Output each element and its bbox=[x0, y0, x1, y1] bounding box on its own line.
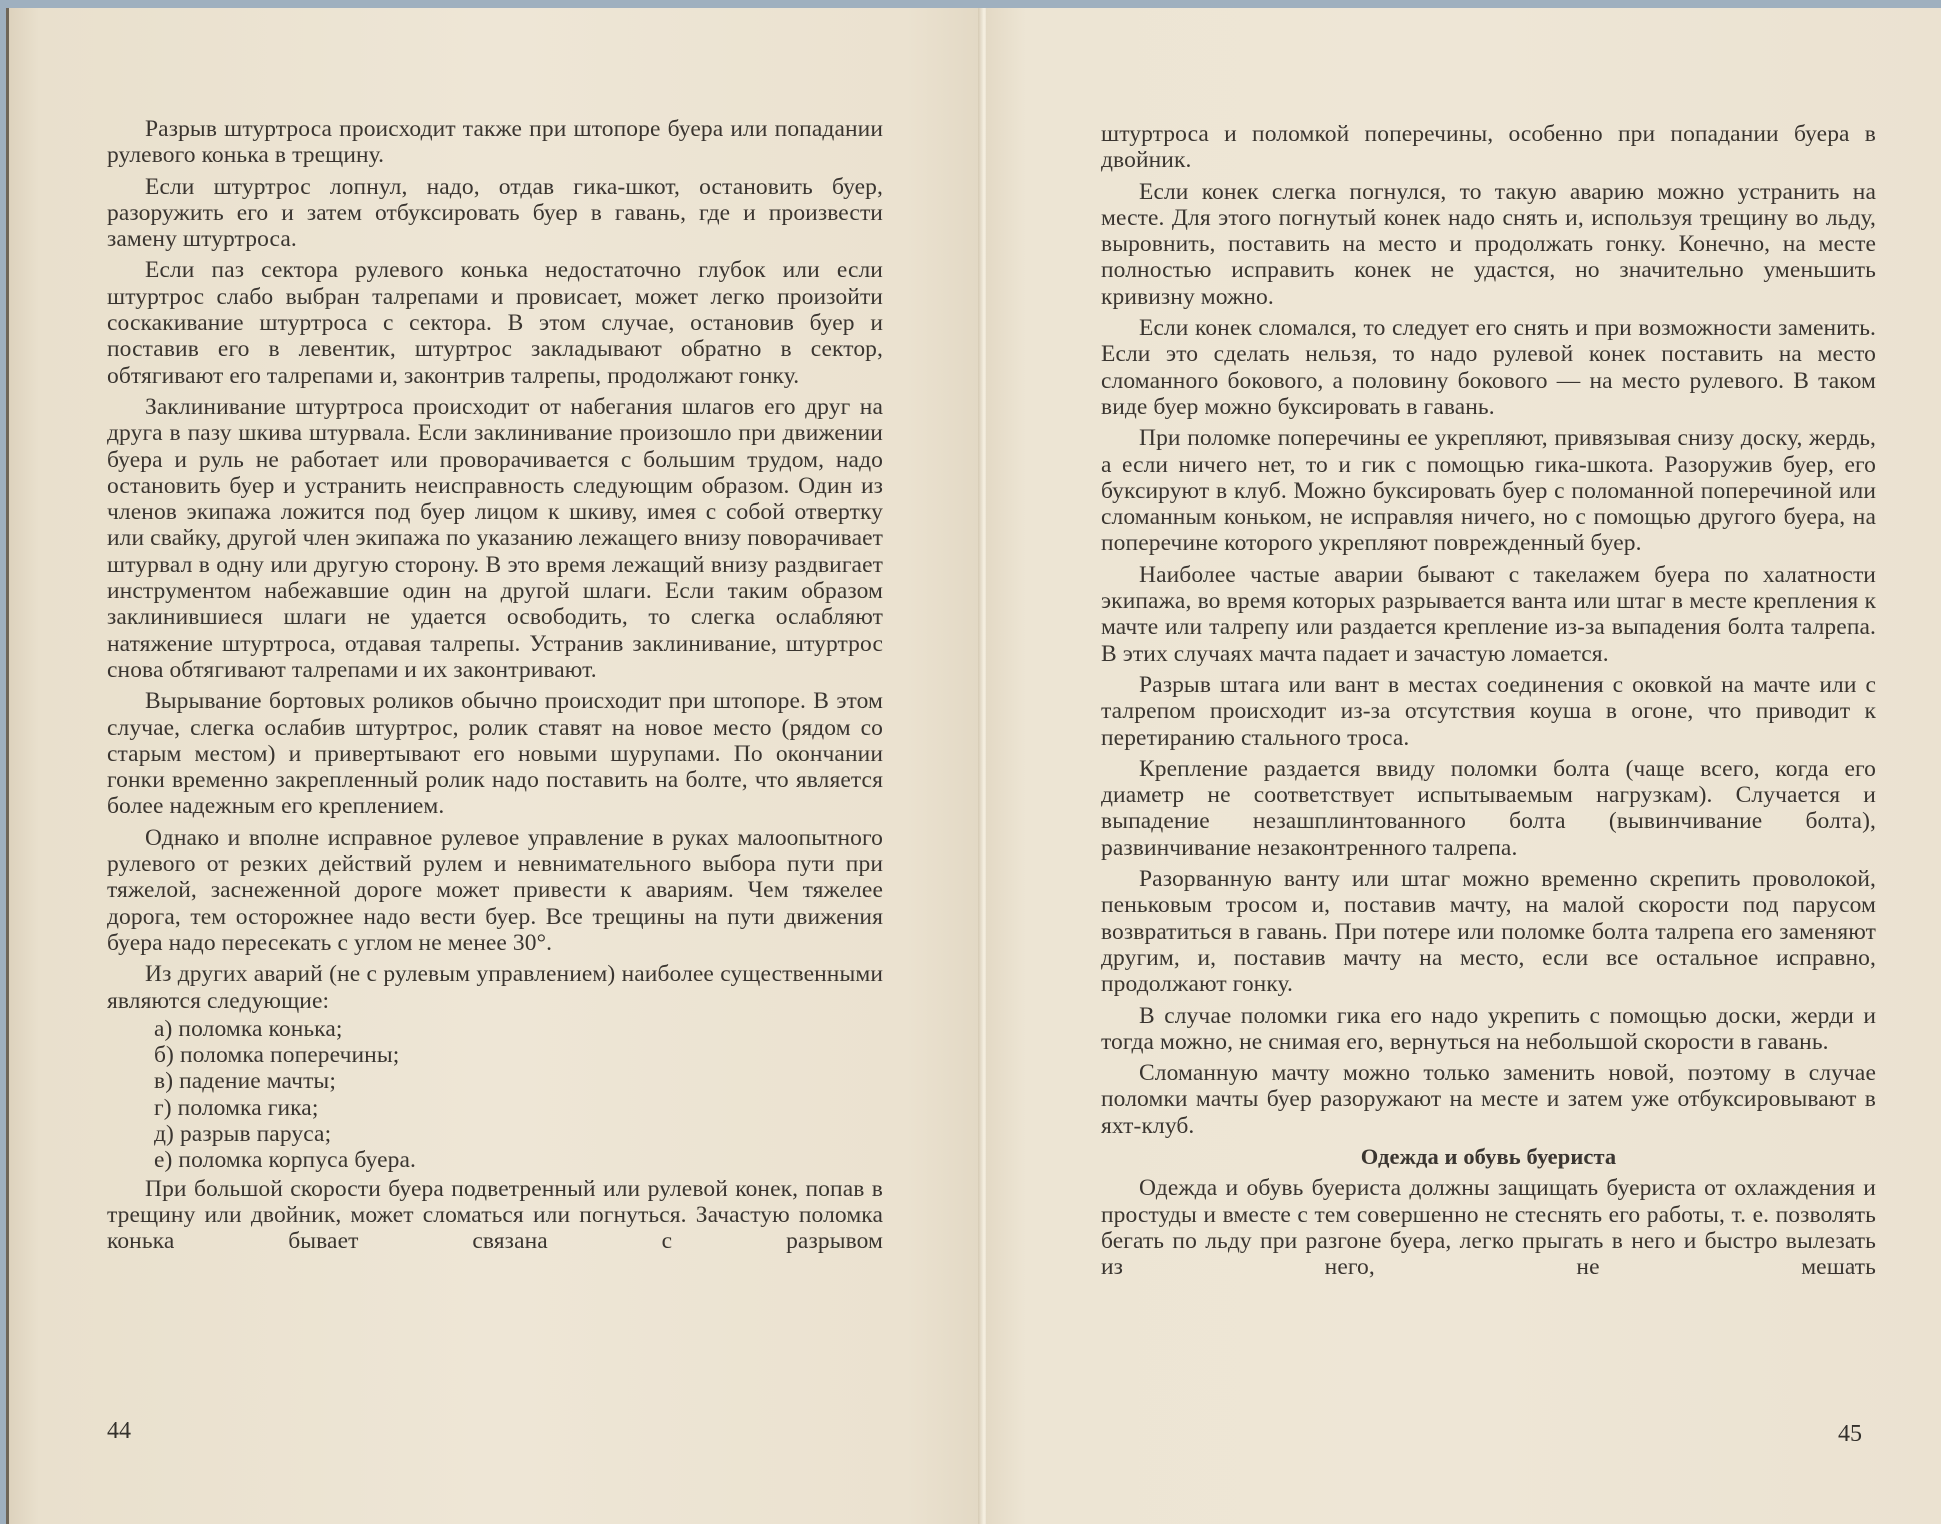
paragraph: При поломке поперечины ее укрепляют, привязывая снизу доску, жердь, а если ничего нет, то и гик с помощью гика-шкота. Разоружив буер, его буксируют в клуб. Можно буксировать буер с поломанной поперечиной или сломанным коньком, не исправляя ничего, но с помощью другого буера, на поперечине которого укрепляют поврежденный буер. bbox=[1101, 425, 1876, 557]
list-item: а) поломка конька; bbox=[154, 1015, 343, 1042]
section-heading: Одежда и обувь буериста bbox=[1360, 1143, 1617, 1169]
paragraph: Если штуртрос лопнул, надо, отдав гика-шкот, остановить буер, разоружить его и затем отбуксировать буер в гавань, где и произвести замену штуртроса. bbox=[107, 173, 883, 253]
paragraph-continuation: штуртроса и поломкой поперечины, особенно при попадании буера в двойник. bbox=[1101, 121, 1876, 174]
book-spread bbox=[6, 8, 1941, 1524]
paragraph: В случае поломки гика его надо укрепить с помощью доски, жерди и тогда можно, не снимая его, вернуться на небольшой скорости в гавань. bbox=[1101, 1002, 1876, 1055]
paragraph: Вырывание бортовых роликов обычно происходит при штопоре. В этом случае, слегка ослабив штуртрос, ролик ставят на новое место (рядом со старым местом) и привертывают его новыми шурупами. По окончании гонки временно закрепленный ролик надо поставить на болте, что является более надежным его креплением. bbox=[107, 688, 883, 820]
list-item: е) поломка корпуса буера. bbox=[154, 1147, 416, 1174]
paragraph: Однако и вполне исправное рулевое управление в руках малоопытного рулевого от резких действий рулем и невнимательного выбора пути при тяжелой, заснеженной дороге может привести к авариям. Чем тяжелее дорога, тем осторожнее надо вести буер. Все трещины на пути движения буера надо пересекать с углом не менее 30°. bbox=[107, 824, 883, 956]
paragraph: Если паз сектора рулевого конька недостаточно глубок или если штуртрос слабо выбран талрепами и провисает, может легко произойти соскакивание штуртроса с сектора. В этом случае, остановив буер и поставив его в левентик, штуртрос закладывают обратно в сектор, обтягивают его талрепами и, законтрив талрепы, продолжают гонку. bbox=[107, 257, 883, 389]
paragraph: При большой скорости буера подветренный или рулевой конек, попав в трещину или двойник, может сломаться или погнуться. Зачастую поломка конька бывает связана с разрывом bbox=[107, 1175, 883, 1255]
paragraph: Разрыв штуртроса происходит также при штопоре буера или попадании рулевого конька в трещину. bbox=[107, 116, 883, 169]
paragraph: Из других аварий (не с рулевым управлением) наиболее существенными являются следующие: bbox=[107, 961, 883, 1014]
list-item: б) поломка поперечины; bbox=[154, 1042, 400, 1069]
paragraph: Одежда и обувь буериста должны защищать буериста от охлаждения и простуды и вместе с тем совершенно не стеснять его работы, т. е. позволять бегать по льду при разгоне буера, легко прыгать в него и быстро вылезать из него, не мешать bbox=[1101, 1175, 1876, 1281]
paragraph: Разрыв штага или вант в местах соединения с оковкой на мачте или с талрепом происходит из-за отсутствия коуша в огоне, что приводит к перетиранию стального троса. bbox=[1101, 671, 1876, 751]
accident-list bbox=[107, 1016, 883, 1174]
paragraph: Разорванную ванту или штаг можно временно скрепить проволокой, пеньковым тросом и, поставив мачту, на малой скорости под парусом возвратиться в гавань. При потере или поломке болта талрепа его заменяют другим, и, поставив мачту на место, если все остальное исправно, продолжают гонку. bbox=[1101, 866, 1876, 998]
left-page-body bbox=[107, 116, 883, 1259]
paragraph: Наиболее частые аварии бывают с такелажем буера по халатности экипажа, во время которых разрывается ванта или штаг в месте крепления к мачте или талрепу или раздается крепление из-за выпадения болта талрепа. В этих случаях мачта падает и зачастую ломается. bbox=[1101, 561, 1876, 667]
list-item: г) поломка гика; bbox=[154, 1094, 319, 1121]
page-number: 45 bbox=[1838, 1421, 1862, 1447]
paragraph: Если конек сломался, то следует его снять и при возможности заменить. Если это сделать нельзя, то надо рулевой конек поставить на место сломанного бокового, а половину бокового — на место рулевого. В таком виде буер можно буксировать в гавань. bbox=[1101, 315, 1876, 420]
left-page bbox=[6, 8, 984, 1524]
list-item: в) падение мачты; bbox=[154, 1068, 336, 1095]
page-number: 44 bbox=[107, 1418, 131, 1444]
paragraph: Сломанную мачту можно только заменить новой, поэтому в случае поломки мачты буер разоружают на месте и затем уже отбуксировывают в яхт-клуб. bbox=[1101, 1060, 1876, 1139]
right-page bbox=[986, 8, 1941, 1524]
list-item: д) разрыв паруса; bbox=[154, 1120, 332, 1147]
paragraph: Если конек слегка погнулся, то такую аварию можно устранить на месте. Для этого погнутый конек надо снять и, используя трещину во льду, выровнить, поставить на место и продолжать гонку. Конечно, на месте полностью исправить конек не удастся, но значительно уменьшить кривизну можно. bbox=[1101, 178, 1876, 310]
right-page-body bbox=[1101, 121, 1876, 1285]
paragraph: Заклинивание штуртроса происходит от набегания шлагов его друг на друга в пазу шкива штурвала. Если заклинивание произошло при движении буера и руль не работает или проворачивается с большим трудом, надо остановить буер и устранить неисправность следующим образом. Один из членов экипажа ложится под буер лицом к шкиву, имея с собой отвертку или свайку, другой член экипажа по указанию лежащего внизу поворачивает штурвал в одну или другую сторону. В это время лежащий внизу раздвигает инструментом набежавшие один на другой шлаги. Если таким образом заклинившиеся шлаги не удается освободить, то слегка ослабляют натяжение штуртроса, отдавая талрепы. Устранив заклинивание, штуртрос снова обтягивают талрепами и их законтривают. bbox=[107, 393, 883, 683]
paragraph: Крепление раздается ввиду поломки болта (чаще всего, когда его диаметр не соответствует испытываемым нагрузкам). Случается и выпадение незашплинтованного болта (вывинчивание болта), развинчивание незаконтренного талрепа. bbox=[1101, 755, 1876, 861]
